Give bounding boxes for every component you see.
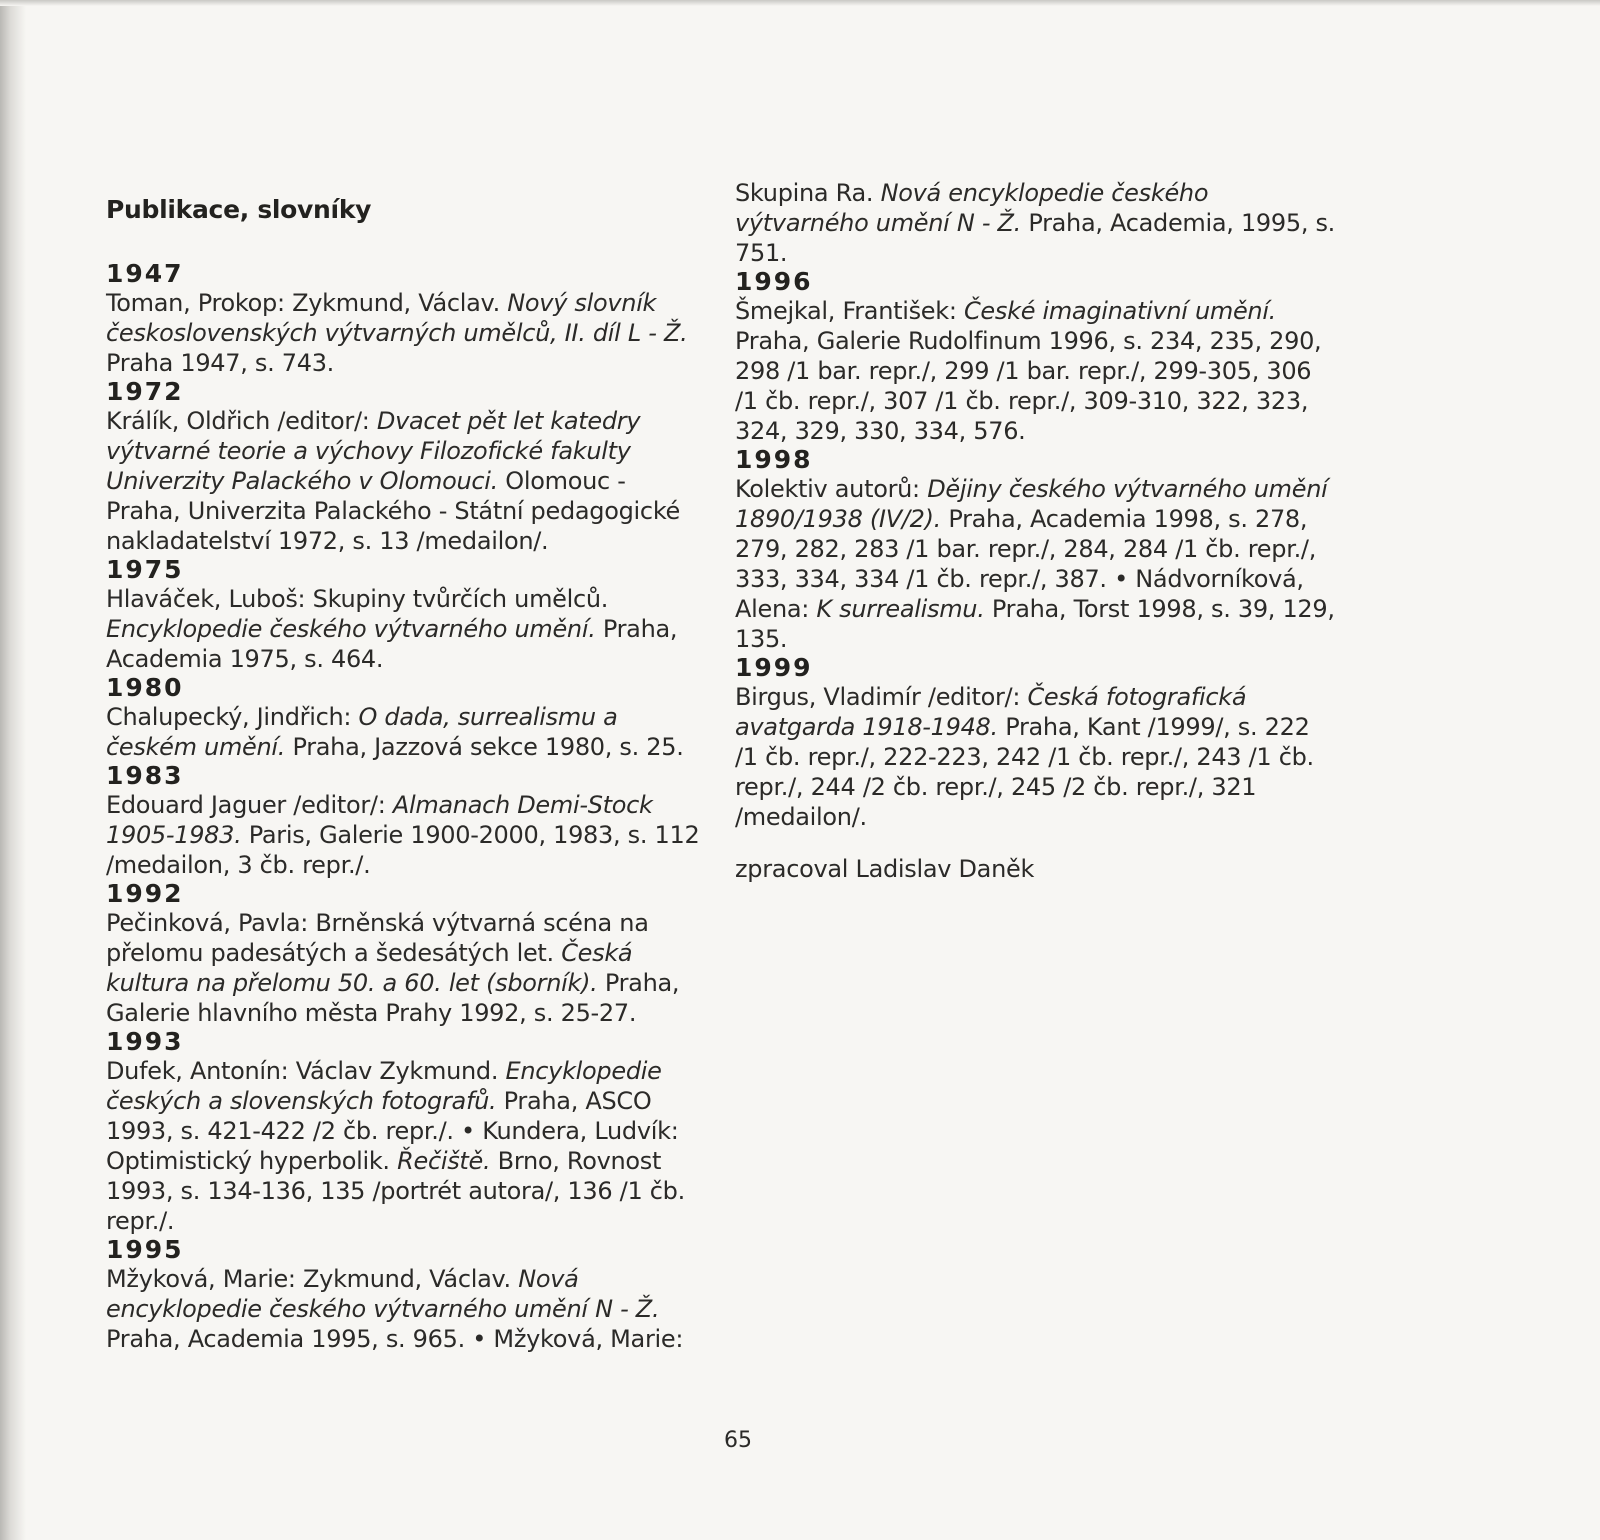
left-entries <box>106 260 706 1354</box>
entry-text: Praha, Academia 1998, s. 278, 279, 282, 283 /1 bar. repr./, 284, 284 /1 čb. repr./, 333, 334, 334 /1 čb. repr./, 387. • Nádvorníková, Alena: <box>735 505 1317 623</box>
year-heading: 1998 <box>735 445 813 474</box>
page-top-edge <box>0 0 1600 6</box>
year-heading: 1999 <box>735 653 813 682</box>
entry-text: Praha, Galerie hlavního města Prahy 1992, s. 25-27. <box>106 969 680 1027</box>
entry-text: Mžyková, Marie: Zykmund, Václav. <box>106 1265 519 1293</box>
bibliography-entry <box>735 474 1335 654</box>
bibliography-entry <box>106 288 706 378</box>
entry-title: Česká fotografická avatgarda 1918-1948. <box>735 683 1247 741</box>
entry-title: Nová encyklopedie českého výtvarného umění N - Ž. <box>735 179 1209 237</box>
entry-title: Encyklopedie českého výtvarného umění. <box>106 615 596 643</box>
entry-title: České imaginativní umění. <box>963 297 1277 325</box>
entry-title: Česká kultura na přelomu 50. a 60. let (sborník). <box>106 939 633 997</box>
entry-text: Praha, Galerie Rudolfinum 1996, s. 234, 235, 290, 298 /1 bar. repr./, 299 /1 bar. repr./, 299-305, 306 /1 čb. repr./, 307 /1 čb. repr./, 309-310, 322, 323, 324, 329, 330, 334, 576. <box>735 327 1322 445</box>
page-number: 65 <box>724 1428 752 1453</box>
entry-text: Praha, ASCO 1993, s. 421-422 /2 čb. repr./. • Kundera, Ludvík: Optimistický hyperbolik. <box>106 1087 679 1175</box>
right-column <box>735 178 1335 908</box>
bibliography-entry <box>106 1264 706 1354</box>
entry-text: Skupina Ra. <box>735 179 881 207</box>
entry-text: Birgus, Vladimír /editor/: <box>735 683 1028 711</box>
entry-text: Praha, Academia 1995, s. 965. • Mžyková, Marie: <box>106 1325 684 1353</box>
bibliography-entry <box>106 908 706 1028</box>
bibliography-entry <box>106 406 706 556</box>
entry-title: Encyklopedie českých a slovenských fotografů. <box>106 1057 662 1115</box>
entry-title: Almanach Demi-Stock 1905-1983. <box>106 791 653 849</box>
year-heading: 1983 <box>106 761 184 790</box>
year-heading: 1993 <box>106 1027 184 1056</box>
year-heading: 1996 <box>735 267 813 296</box>
entry-title: Řečiště. <box>397 1147 491 1175</box>
entry-text: Edouard Jaguer /editor/: <box>106 791 393 819</box>
year-heading: 1972 <box>106 377 184 406</box>
year-heading: 1975 <box>106 555 184 584</box>
bibliography-entry <box>106 790 706 880</box>
left-column <box>106 194 706 1354</box>
entry-text: Praha, Kant /1999/, s. 222 /1 čb. repr./, 222-223, 242 /1 čb. repr./, 243 /1 čb. repr./, 244 /2 čb. repr./, 245 /2 čb. repr./, 321 /medailon/. <box>735 713 1314 831</box>
entry-text: Praha, Academia, 1995, s. 751. <box>735 209 1336 267</box>
entry-text: Praha, Jazzová sekce 1980, s. 25. <box>285 733 684 761</box>
section-heading: Publikace, slovníky <box>106 195 372 224</box>
year-heading: 1980 <box>106 673 184 702</box>
entry-title: Dvacet pět let katedry výtvarné teorie a výchovy Filozofické fakulty Univerzity Palackého v Olomouci. <box>106 407 641 495</box>
entry-text: Brno, Rovnost 1993, s. 134-136, 135 /portrét autora/, 136 /1 čb. repr./. <box>106 1147 685 1235</box>
entry-text: Olomouc - Praha, Univerzita Palackého - Státní pedagogické nakladatelství 1972, s. 13 /medailon/. <box>106 467 681 555</box>
entry-title: Nová encyklopedie českého výtvarného umění N - Ž. <box>106 1265 660 1323</box>
entry-text: Kolektiv autorů: <box>735 475 928 503</box>
entry-text: Toman, Prokop: Zykmund, Václav. <box>106 289 508 317</box>
entry-text: Praha 1947, s. 743. <box>106 349 335 377</box>
entry-text: Hlaváček, Luboš: Skupiny tvůrčích umělců. <box>106 585 609 613</box>
right-entries <box>735 178 1335 832</box>
bibliography-entry <box>735 296 1335 446</box>
year-heading: 1992 <box>106 879 184 908</box>
entry-text: Dufek, Antonín: Václav Zykmund. <box>106 1057 506 1085</box>
year-heading: 1947 <box>106 259 184 288</box>
entry-text: Paris, Galerie 1900-2000, 1983, s. 112 /medailon, 3 čb. repr./. <box>106 821 700 879</box>
bibliography-entry <box>106 1056 706 1236</box>
entry-text: Pečinková, Pavla: Brněnská výtvarná scéna na přelomu padesátých a šedesátých let. <box>106 909 649 967</box>
entry-text: Chalupecký, Jindřich: <box>106 703 359 731</box>
bibliography-entry <box>106 702 706 762</box>
entry-text: Šmejkal, František: <box>735 297 964 325</box>
entry-text: Praha, Academia 1975, s. 464. <box>106 615 678 673</box>
page-gutter-shadow <box>0 0 26 1540</box>
entry-title: Nový slovník československých výtvarných umělců, II. díl L - Ž. <box>106 289 688 347</box>
entry-title: Dějiny českého výtvarného umění 1890/1938 (IV/2). <box>735 475 1328 533</box>
bibliography-entry <box>735 178 1335 268</box>
bibliography-entry <box>735 682 1335 832</box>
entry-title: O dada, surrealismu a českém umění. <box>106 703 618 761</box>
entry-text: Praha, Torst 1998, s. 39, 129, 135. <box>735 595 1335 653</box>
entry-title: K surrealismu. <box>816 595 985 623</box>
entry-text: Králík, Oldřich /editor/: <box>106 407 377 435</box>
credit-line: zpracoval Ladislav Daněk <box>735 855 1035 883</box>
bibliography-entry <box>106 584 706 674</box>
year-heading: 1995 <box>106 1235 184 1264</box>
